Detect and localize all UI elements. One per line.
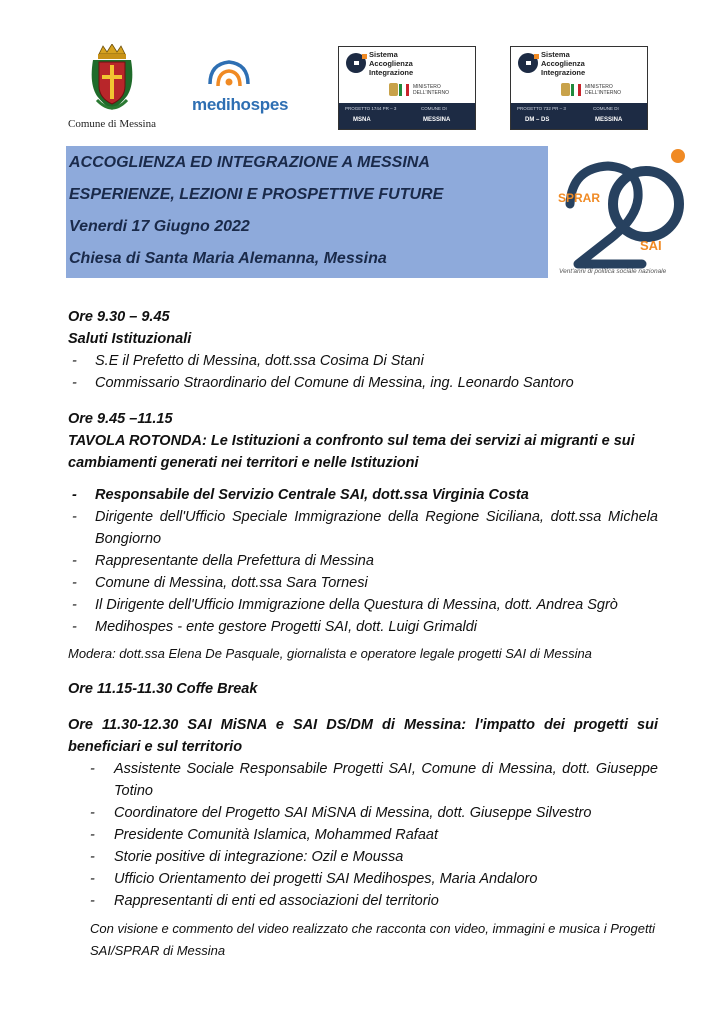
moderator-note: Modera: dott.ssa Elena De Pasquale, giornalista e operatore legale progetti SAI di Messina [68, 646, 592, 661]
list-item: - Rappresentante della Prefettura di Messina [68, 550, 658, 572]
event-subtitle: ESPERIENZE, LEZIONI E PROSPETTIVE FUTURE [69, 186, 444, 203]
sprar-sai-20-logo [556, 146, 688, 278]
video-note: Con visione e commento del video realizzato che racconta con video, immagini e musica i Progetti SAI/SPRAR di Messina [90, 921, 656, 958]
session3-title: Ore 11.15-11.30 Coffe Break [68, 681, 258, 697]
event-venue: Chiesa di Santa Maria Alemanna, Messina [69, 250, 387, 267]
ministry-label: MINISTERO [585, 84, 613, 90]
comune-label: Comune di Messina [68, 118, 156, 130]
sai-brand-line: Integrazione [541, 68, 586, 77]
list-item: - Dirigente dell'Ufficio Speciale Immigrazione della Regione Siciliana, dott.ssa Michela Bongiorno [68, 506, 658, 550]
list-item: - Commissario Straordinario del Comune di Messina, ing. Leonardo Santoro [68, 372, 658, 394]
ministry-label: DELL'INTERNO [413, 90, 449, 96]
session4-title: Ore 11.30-12.30 SAI MiSNA e SAI DS/DM di Messina: l'impatto dei progetti sui beneficiari e sul territorio [68, 717, 658, 755]
ministry-emblem-icon [389, 83, 398, 96]
medihospes-wordmark: medihospes [192, 95, 289, 114]
sai-msna-card [338, 46, 476, 130]
card-project-label: PROGETTO 1744 PR – 3 [345, 106, 397, 111]
list-item: - Ufficio Orientamento dei progetti SAI Medihospes, Maria Andaloro [68, 868, 658, 890]
list-item: - Responsabile del Servizio Centrale SAI, dott.ssa Virginia Costa [68, 484, 658, 506]
session2-time: Ore 9.45 –11.15 [68, 411, 173, 427]
programme [68, 306, 658, 962]
card-tag: MSNA [353, 117, 371, 123]
card-comune-label: COMUNE DI [593, 106, 619, 111]
list-item: - Rappresentanti di enti ed associazioni del territorio [68, 890, 658, 912]
list-item: - Il Dirigente dell'Ufficio Immigrazione della Questura di Messina, dott. Andrea Sgrò [68, 594, 658, 616]
sprar-caption: Vent'anni di politica sociale nazionale [559, 268, 667, 275]
ministry-label: MINISTERO [413, 84, 441, 90]
comune-di-messina-logo [66, 44, 158, 134]
event-title-banner [66, 146, 548, 278]
card-city: MESSINA [423, 117, 451, 123]
list-item: - S.E il Prefetto di Messina, dott.ssa Cosima Di Stani [68, 350, 658, 372]
sai-brand-line: Accoglienza [541, 59, 585, 68]
sai-circle-icon [517, 52, 539, 74]
medihospes-symbol-icon [204, 58, 254, 94]
sai-circle-icon [345, 52, 367, 74]
coat-of-arms-icon [89, 44, 135, 116]
card-city: MESSINA [595, 117, 623, 123]
list-item: - Coordinatore del Progetto SAI MiSNA di Messina, dott. Giuseppe Silvestro [68, 802, 658, 824]
session1-time: Ore 9.30 – 9.45 [68, 309, 170, 325]
list-item: - Presidente Comunità Islamica, Mohammed Rafaat [68, 824, 658, 846]
ministry-emblem-icon [561, 83, 570, 96]
sprar-text: SPRAR [558, 191, 601, 205]
sai-dm-ds-card [510, 46, 648, 130]
card-comune-label: COMUNE DI [421, 106, 447, 111]
sai-brand-line: Integrazione [369, 68, 414, 77]
card-tag: DM – DS [525, 117, 550, 123]
sai-brand-line: Accoglienza [369, 59, 413, 68]
session2-title: TAVOLA ROTONDA: Le Istituzioni a confronto sul tema dei servizi ai migranti e sui cambiamenti generati nei territori e nelle Istituzioni [68, 433, 635, 471]
event-title: ACCOGLIENZA ED INTEGRAZIONE A MESSINA [69, 154, 430, 171]
card-project-label: PROGETTO 732 PR – 3 [517, 106, 566, 111]
sai-text: SAI [640, 238, 662, 253]
session4-list [68, 758, 658, 912]
session2-list [68, 484, 658, 638]
list-item: - Medihospes - ente gestore Progetti SAI, dott. Luigi Grimaldi [68, 616, 658, 638]
list-item: - Storie positive di integrazione: Ozil e Moussa [68, 846, 658, 868]
medihospes-logo [192, 58, 298, 122]
sai-brand-line: Sistema [369, 50, 398, 59]
session1-list [68, 350, 658, 394]
italian-flag-icon [571, 84, 581, 96]
session1-title: Saluti Istituzionali [68, 331, 192, 347]
ministry-label: DELL'INTERNO [585, 90, 621, 96]
italian-flag-icon [399, 84, 409, 96]
event-date: Venerdi 17 Giugno 2022 [69, 218, 250, 235]
sai-brand-line: Sistema [541, 50, 570, 59]
list-item: - Comune di Messina, dott.ssa Sara Tornesi [68, 572, 658, 594]
list-item: - Assistente Sociale Responsabile Progetti SAI, Comune di Messina, dott. Giuseppe Totino [68, 758, 658, 802]
